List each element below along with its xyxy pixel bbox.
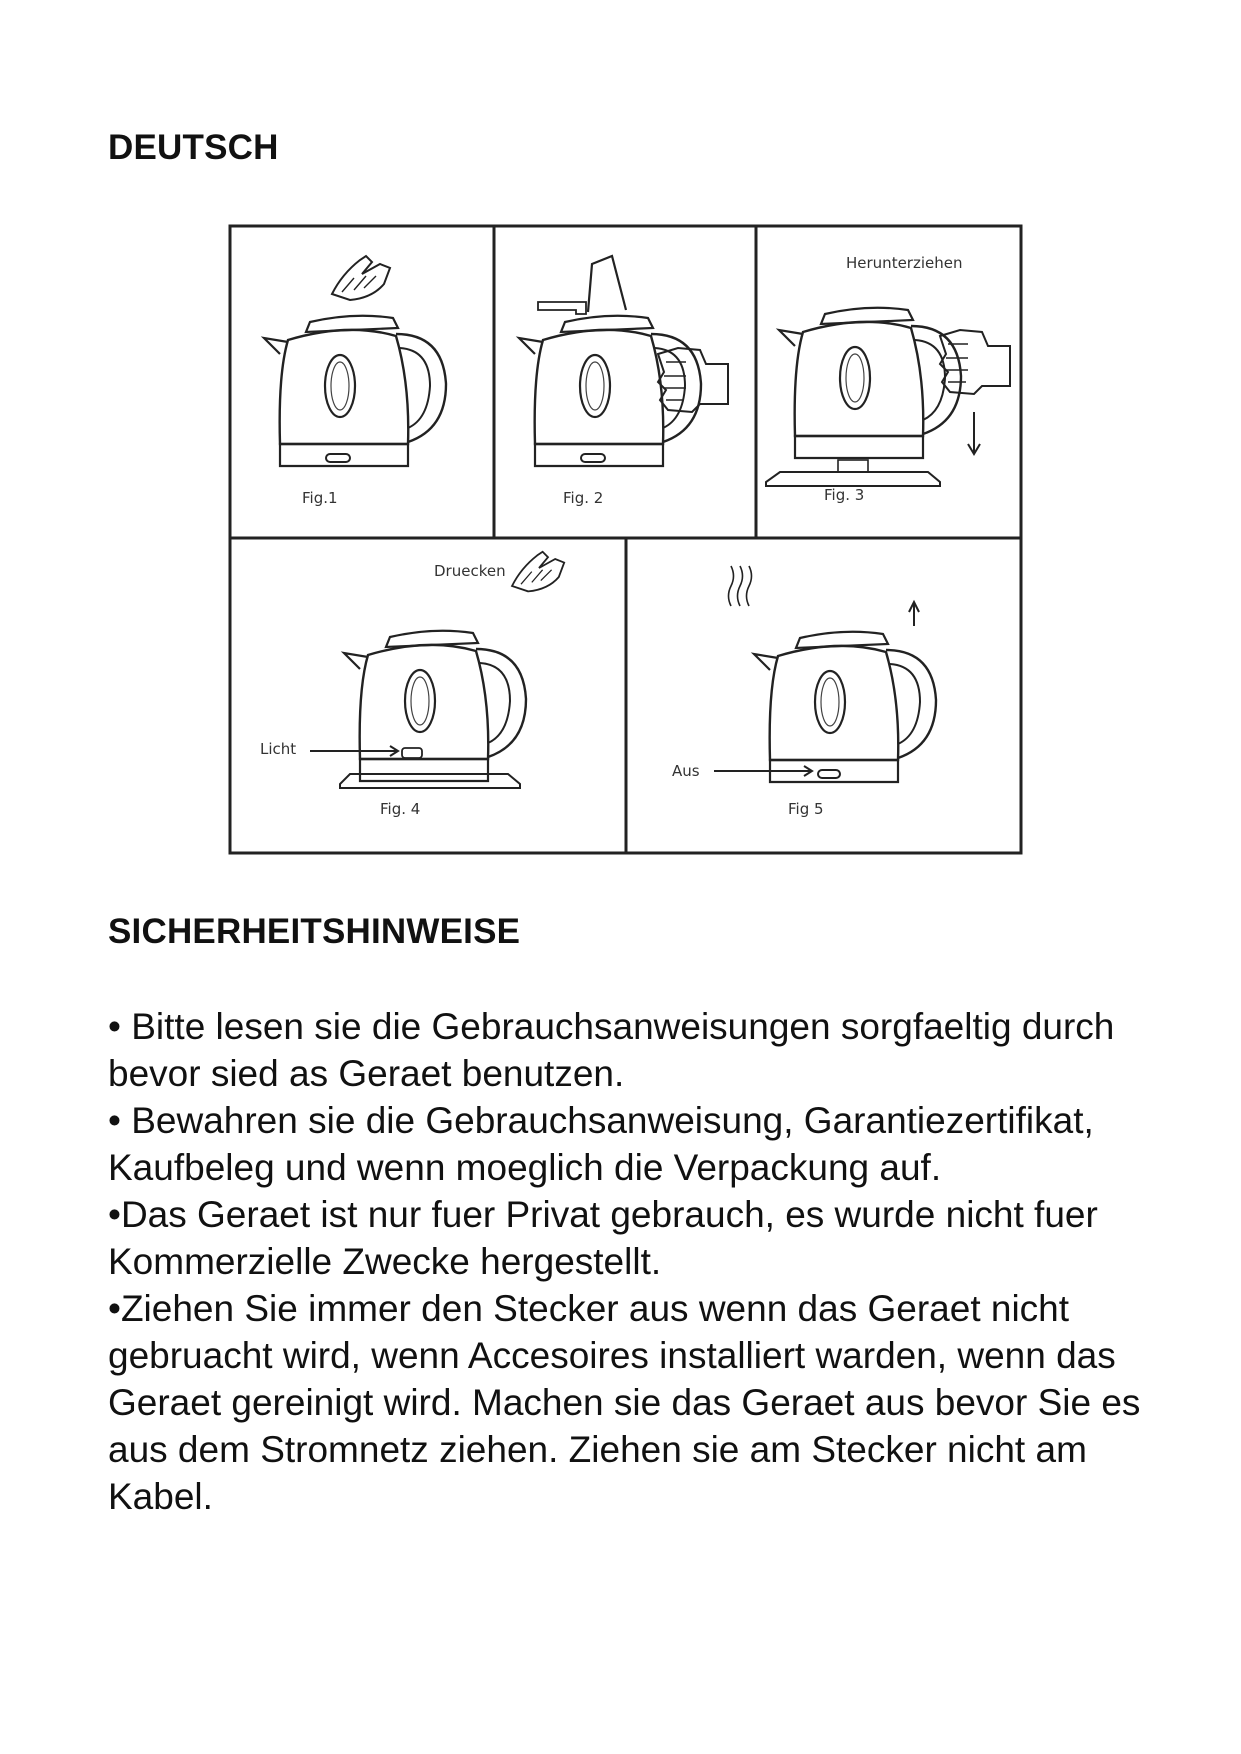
fig4-side-label: Licht xyxy=(260,740,297,758)
fig4-top-label: Druecken xyxy=(434,562,506,580)
fig3-label: Herunterziehen xyxy=(846,254,963,272)
safety-paragraph: • Bitte lesen sie die Gebrauchsanweisungen sorgfaeltig durch bevor sied as Geraet benutzen. xyxy=(108,1006,1115,1094)
fig5-caption: Fig 5 xyxy=(788,800,824,818)
power-base xyxy=(766,472,940,486)
fig5-panel xyxy=(672,566,936,818)
press-finger-icon xyxy=(512,552,564,592)
fig2-panel xyxy=(519,256,728,507)
safety-paragraph: • Bewahren sie die Gebrauchsanweisung, Garantiezertifikat, Kaufbeleg und wenn moeglich die Verpackung auf. xyxy=(108,1100,1094,1188)
safety-paragraph: •Das Geraet ist nur fuer Privat gebrauch, es wurde nicht fuer Kommerzielle Zwecke hergestellt. xyxy=(108,1194,1098,1282)
holding-hand-icon xyxy=(658,348,728,412)
page-language-heading: DEUTSCH xyxy=(108,128,279,167)
kettle-instructions-figure xyxy=(228,224,1023,855)
kettle-figure-svg xyxy=(228,224,1023,855)
fig3-panel xyxy=(766,254,1010,504)
water-tap-icon xyxy=(538,302,586,314)
safety-paragraph: •Ziehen Sie immer den Stecker aus wenn das Geraet nicht gebruacht wird, wenn Accesoires installiert warden, wenn das Geraet gereinigt wird. Machen sie das Geraet aus bevor Sie es aus dem Stromnetz ziehen. Ziehen sie am Stecker nicht am Kabel. xyxy=(108,1288,1141,1517)
fig2-caption: Fig. 2 xyxy=(563,489,604,507)
indicator-light-icon xyxy=(402,748,422,758)
steam-icon xyxy=(729,566,752,606)
fig1-caption: Fig.1 xyxy=(302,489,338,507)
safety-instructions xyxy=(108,1003,1168,1520)
fig4-panel xyxy=(260,552,564,818)
fig5-side-label: Aus xyxy=(672,762,700,780)
fig1-panel xyxy=(264,256,446,507)
lifting-hand-icon xyxy=(940,330,1010,394)
press-finger-icon xyxy=(332,256,390,300)
fig3-caption: Fig. 3 xyxy=(824,486,865,504)
fig4-caption: Fig. 4 xyxy=(380,800,421,818)
open-lid xyxy=(588,256,626,312)
safety-section-title: SICHERHEITSHINWEISE xyxy=(108,912,521,951)
switch-off-icon xyxy=(818,770,840,778)
